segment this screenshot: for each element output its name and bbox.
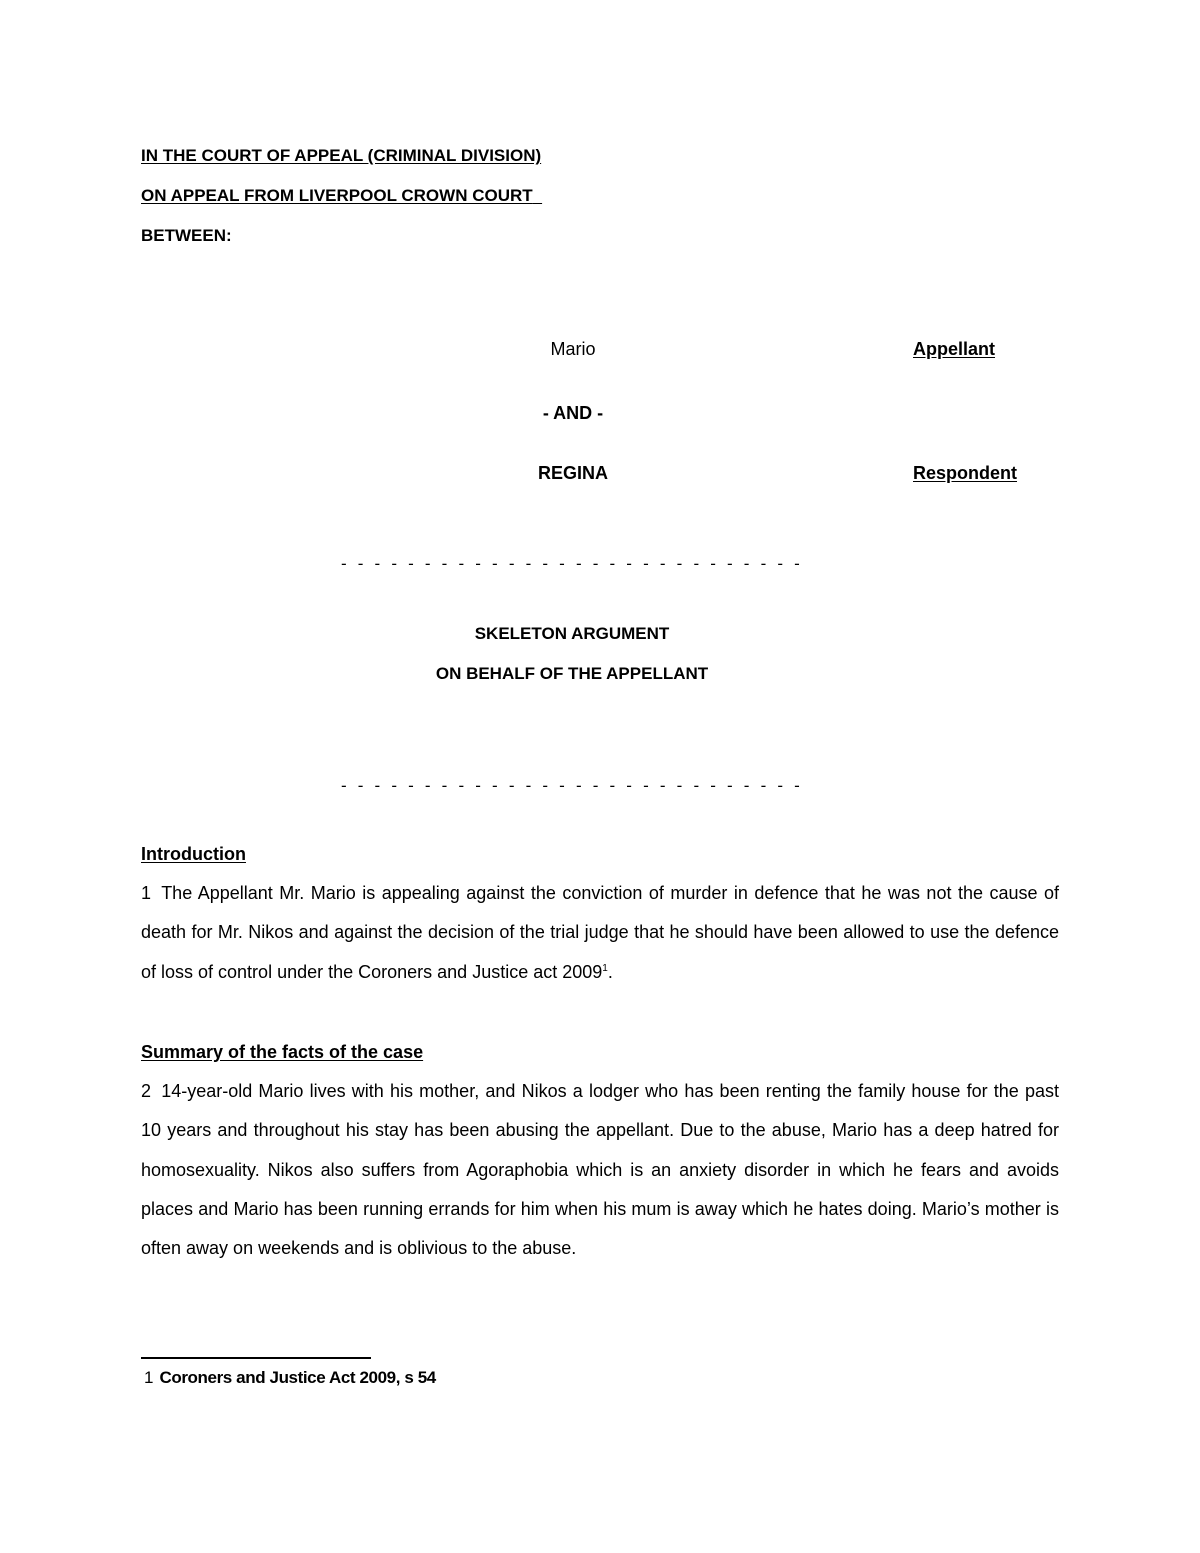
footnote-number: 1 (144, 1368, 154, 1387)
document-title: SKELETON ARGUMENT (474, 624, 670, 643)
appellant-name: Mario (550, 339, 596, 359)
court-heading: IN THE COURT OF APPEAL (CRIMINAL DIVISION) (141, 146, 542, 165)
footnote (144, 1368, 436, 1388)
summary-heading: Summary of the facts of the case (141, 1042, 424, 1062)
paragraph-text: 14-year-old Mario lives with his mother, and Nikos a lodger who has been renting the family house for the past 10 years and throughout his stay has been abusing the appellant. Due to the abuse, Mario has a deep hatred for homosexuality. Nikos also suffers from Agoraphobia which is an anxiety disorder in which he fears and avoids places and Mario has been running errands for him when his mum is away which he hates doing. Mario’s mother is often away on weekends and is oblivious to the abuse. (141, 1081, 1059, 1259)
paragraph-1 (141, 874, 1059, 992)
appeal-from-heading (141, 186, 542, 206)
appellant-role: Appellant (913, 339, 996, 359)
divider-top: - - - - - - - - - - - - - - - - - - - - - - - - - - - - (340, 554, 804, 573)
paragraph-number: 2 (141, 1081, 152, 1101)
document-subtitle: ON BEHALF OF THE APPELLANT (435, 664, 709, 683)
footnote-text: Coroners and Justice Act 2009, s 54 (159, 1368, 436, 1387)
and-separator: - AND - (542, 403, 604, 423)
introduction-heading: Introduction (141, 844, 246, 864)
paragraph-number: 1 (141, 883, 152, 903)
between-label: BETWEEN: (141, 226, 232, 245)
paragraph-text: The Appellant Mr. Mario is appealing against the conviction of murder in defence that he was not the cause of death for Mr. Nikos and against the decision of the trial judge that he should have been allowed to use the defence of loss of control under the Coroners and Justice act 2009 (141, 883, 1059, 982)
paragraph-end: . (607, 961, 613, 982)
appeal-from-text: ON APPEAL FROM LIVERPOOL CROWN COURT (141, 186, 533, 205)
footnote-reference: 1 (602, 962, 608, 974)
paragraph-2 (141, 1072, 1059, 1268)
respondent-name: REGINA (537, 463, 609, 483)
divider-bottom: - - - - - - - - - - - - - - - - - - - - - - - - - - - - (340, 776, 804, 795)
respondent-role: Respondent (913, 463, 1018, 483)
footnote-separator (141, 1357, 371, 1359)
